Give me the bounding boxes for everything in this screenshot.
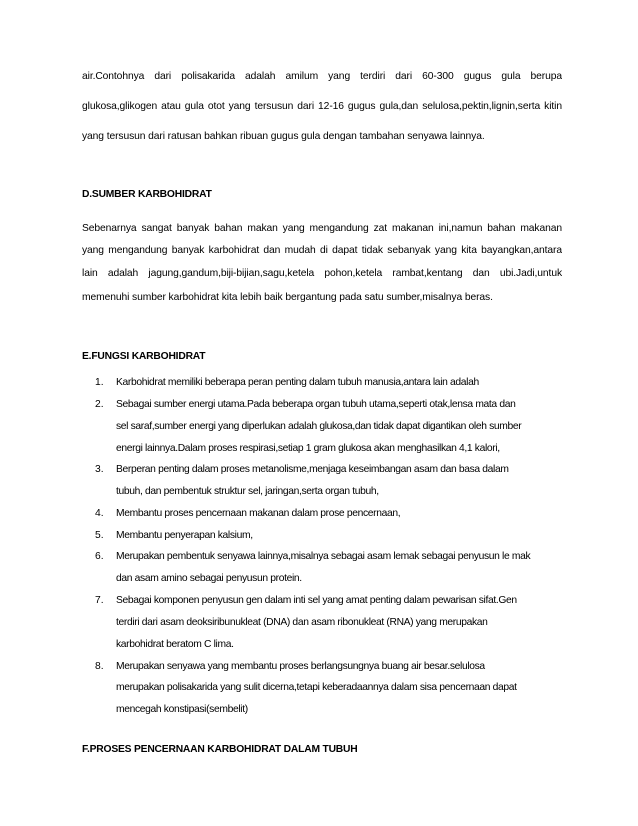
section-d-heading: D.SUMBER KARBOHIDRAT [82,189,212,200]
section-d-line-1: Sebenarnya sangat banyak bahan makan yang mengandung zat makanan ini,namun bahan makanan [82,223,562,234]
list-number-7: 7. [95,595,104,606]
list-item-6-line-1: Merupakan pembentuk senyawa lainnya,misalnya sebagai asam lemak sebagai penyusun le mak [116,551,531,562]
list-item-3-line-1: Berperan penting dalam proses metanolisme,menjaga keseimbangan asam dan basa dalam [116,464,509,475]
intro-line-2: glukosa,glikogen atau gula otot yang tersusun dari 12-16 gugus gula,dan selulosa,pektin,lignin,serta kitin [82,101,562,112]
section-d-line-4: memenuhi sumber karbohidrat kita lebih baik bergantung pada satu sumber,misalnya beras. [82,292,493,303]
list-item-5-line-1: Membantu penyerapan kalsium, [116,530,253,541]
list-number-1: 1. [95,377,104,388]
section-f-heading: F.PROSES PENCERNAAN KARBOHIDRAT DALAM TUBUH [82,744,358,755]
list-item-2-line-3: energi lainnya.Dalam proses respirasi,setiap 1 gram glukosa akan menghasilkan 4,1 kalori, [116,443,500,454]
list-item-4-line-1: Membantu proses pencernaan makanan dalam prose pencernaan, [116,508,401,519]
list-item-1-line-1: Karbohidrat memiliki beberapa peran penting dalam tubuh manusia,antara lain adalah [116,377,479,388]
intro-line-1: air.Contohnya dari polisakarida adalah amilum yang terdiri dari 60-300 gugus gula berupa [82,71,562,82]
section-d-line-2: yang mengandung banyak karbohidrat dan mudah di dapat tidak sebanyak yang kita bayangkan,antara [82,245,562,256]
list-item-2-line-1: Sebagai sumber energi utama.Pada beberapa organ tubuh utama,seperti otak,lensa mata dan [116,399,516,410]
list-number-6: 6. [95,551,104,562]
list-item-7-line-1: Sebagai komponen penyusun gen dalam inti sel yang amat penting dalam pewarisan sifat.Gen [116,595,517,606]
list-item-8-line-2: merupakan polisakarida yang sulit dicerna,tetapi keberadaannya dalam sisa pencernaan dapat [116,682,517,693]
list-item-6-line-2: dan asam amino sebagai penyusun protein. [116,573,302,584]
list-item-8-line-1: Merupakan senyawa yang membantu proses berlangsungnya buang air besar.selulosa [116,661,485,672]
intro-line-3: yang tersusun dari ratusan bahkan ribuan gugus gula dengan tambahan senyawa lainnya. [82,131,485,142]
list-item-8-line-3: mencegah konstipasi(sembelit) [116,704,248,715]
list-item-7-line-2: terdiri dari asam deoksiribunukleat (DNA) dan asam ribonukleat (RNA) yang merupakan [116,617,488,628]
list-number-4: 4. [95,508,104,519]
list-number-3: 3. [95,464,104,475]
list-number-5: 5. [95,530,104,541]
list-number-8: 8. [95,661,104,672]
list-number-2: 2. [95,399,104,410]
section-d-line-3: lain adalah jagung,gandum,biji-bijian,sagu,ketela pohon,ketela rambat,kentang dan ubi.Jadi,untuk [82,268,562,279]
list-item-3-line-2: tubuh, dan pembentuk struktur sel, jaringan,serta organ tubuh, [116,486,379,497]
list-item-2-line-2: sel saraf,sumber energi yang diperlukan adalah glukosa,dan tidak dapat digantikan oleh sumber [116,421,522,432]
list-item-7-line-3: karbohidrat beratom C lima. [116,639,234,650]
section-e-heading: E.FUNGSI KARBOHIDRAT [82,351,206,362]
